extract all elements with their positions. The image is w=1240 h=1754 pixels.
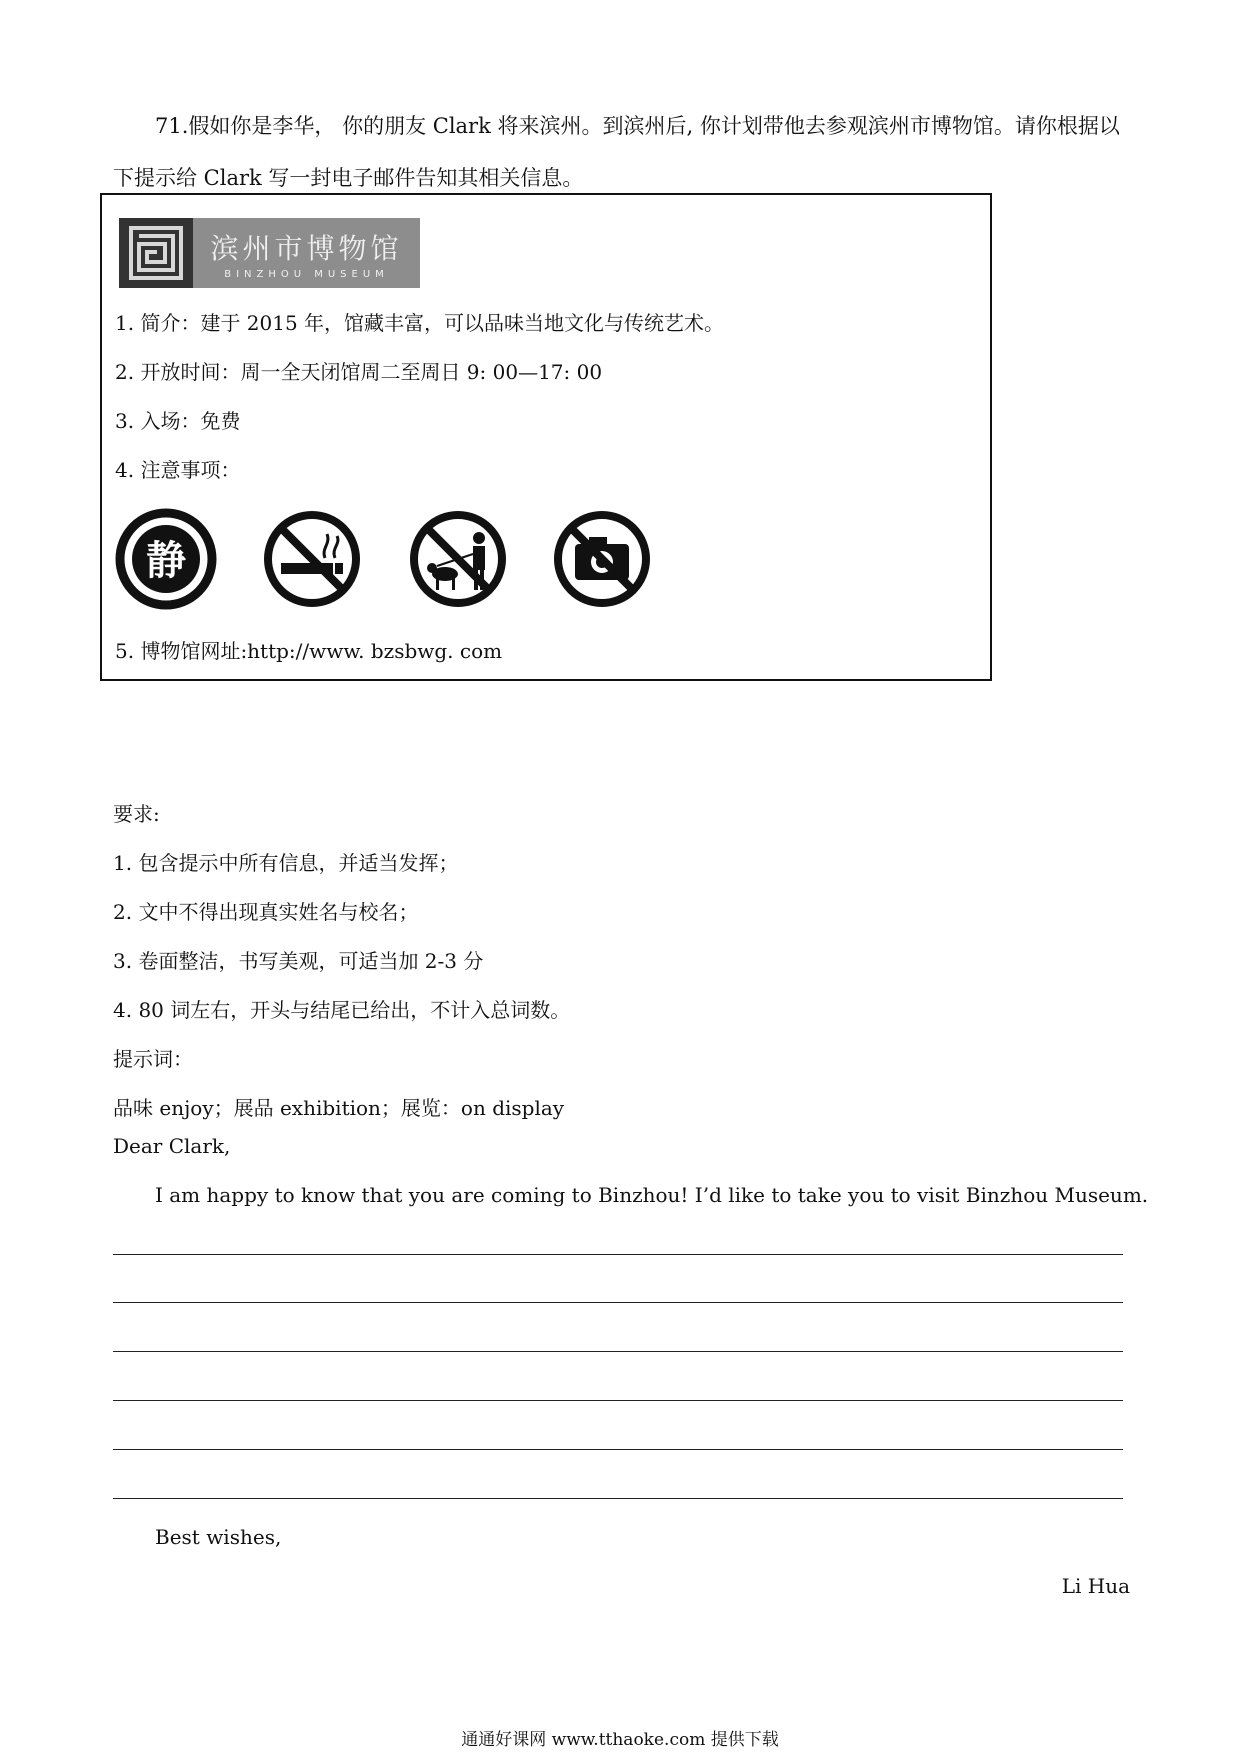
answer-line[interactable] (113, 1400, 1123, 1401)
info-item-notes: 4. 注意事项： (115, 458, 241, 482)
no-smoking-icon (261, 508, 363, 610)
requirement-1: 1. 包含提示中所有信息，并适当发挥； (113, 851, 459, 875)
question-intro: 71.假如你是李华， 你的朋友 Clark 将来滨州。到滨州后, 你计划带他去参观滨州市博物馆。请你根据以下提示给 Clark 写一封电子邮件告知其相关信息。 (113, 114, 1120, 190)
requirement-3: 3. 卷面整洁，书写美观，可适当加 2-3 分 (113, 949, 484, 973)
info-item-intro: 1. 简介：建于 2015 年，馆藏丰富，可以品味当地文化与传统艺术。 (115, 311, 725, 335)
hint-heading: 提示词： (113, 1047, 193, 1071)
answer-line[interactable] (113, 1449, 1123, 1450)
quiet-sign-icon (115, 508, 217, 610)
letter-greeting: Dear Clark, (113, 1134, 231, 1158)
answer-line[interactable] (113, 1351, 1123, 1352)
answer-line[interactable] (113, 1498, 1123, 1499)
fret-pattern-icon (119, 218, 193, 288)
letter-opening: I am happy to know that you are coming to Binzhou! I’d like to take you to visit Binzhou Museum. (155, 1183, 1149, 1207)
letter-signature: Li Hua (1061, 1574, 1130, 1598)
no-pets-icon (407, 508, 509, 610)
hint-words: 品味 enjoy；展品 exhibition；展览：on display (113, 1096, 565, 1120)
no-photography-icon (551, 508, 653, 610)
requirement-2: 2. 文中不得出现真实姓名与校名； (113, 900, 419, 924)
answer-line[interactable] (113, 1254, 1123, 1255)
notice-signs (115, 508, 665, 614)
info-item-admission: 3. 入场：免费 (115, 409, 241, 433)
info-item-hours: 2. 开放时间：周一全天闭馆周二至周日 9: 00—17: 00 (115, 360, 603, 384)
requirement-4: 4. 80 词左右，开头与结尾已给出，不计入总词数。 (113, 998, 571, 1022)
quiet-sign-char: 静 (146, 538, 186, 584)
info-item-website: 5. 博物馆网址:http://www. bzsbwg. com (115, 639, 503, 663)
museum-logo (119, 218, 420, 288)
museum-info-box (100, 193, 992, 681)
letter-closing: Best wishes, (155, 1525, 282, 1549)
requirements-heading: 要求: (113, 802, 160, 826)
museum-logo-cn: 滨州市博物馆 (210, 231, 403, 265)
answer-line[interactable] (113, 1302, 1123, 1303)
museum-logo-en: BINZHOU MUSEUM (224, 268, 389, 280)
page-footer: 通通好课网 www.tthaoke.com 提供下载 (461, 1730, 779, 1750)
